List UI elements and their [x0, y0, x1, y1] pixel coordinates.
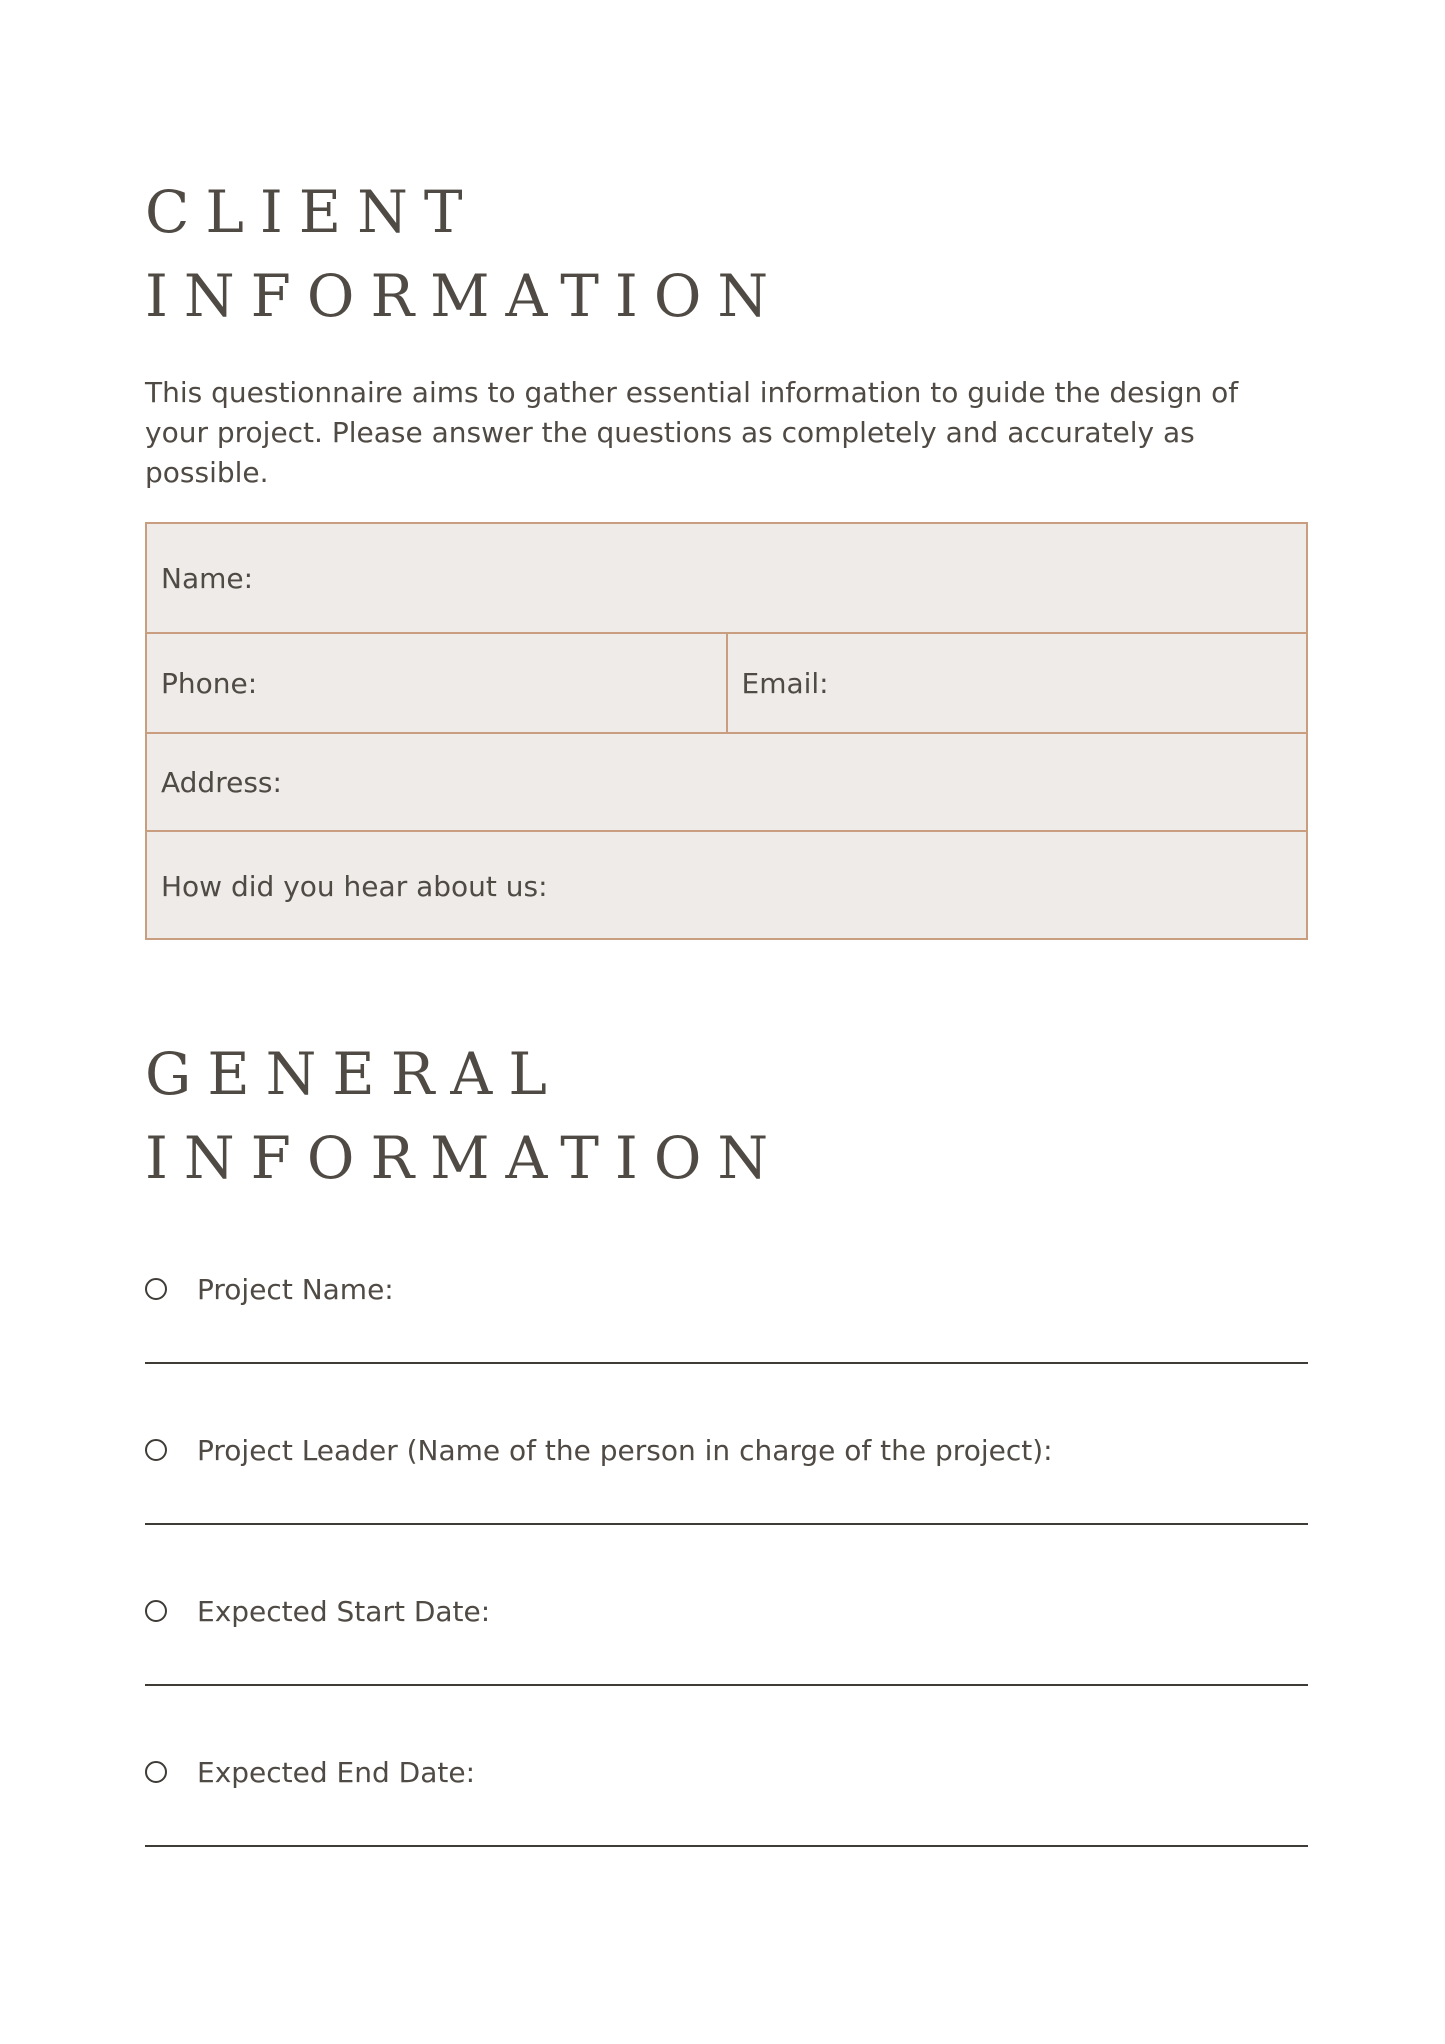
question-label: Project Name: [197, 1273, 394, 1306]
table-row-referral [147, 832, 1306, 940]
phone-field[interactable] [147, 634, 726, 732]
answer-line[interactable] [145, 1362, 1308, 1364]
email-label: Email: [741, 666, 829, 700]
question-label: Expected End Date: [197, 1756, 476, 1789]
question-end-date [145, 1756, 1308, 1859]
question-project-leader [145, 1434, 1308, 1537]
general-title-line-1: GENERAL [145, 1040, 563, 1108]
question-start-date [145, 1595, 1308, 1698]
table-row-address [147, 734, 1306, 832]
email-field[interactable] [726, 634, 1307, 732]
table-row-name [147, 524, 1306, 634]
client-title-line-2: INFORMATION [145, 262, 785, 330]
question-project-name [145, 1273, 1308, 1376]
intro-paragraph: This questionnaire aims to gather essential information to guide the design of your project. Please answer the questions as completely and accurately as possible. [145, 376, 1239, 489]
referral-label: How did you hear about us: [161, 869, 548, 903]
question-label: Expected Start Date: [197, 1595, 491, 1628]
radio-circle-icon[interactable] [145, 1761, 167, 1783]
answer-line[interactable] [145, 1845, 1308, 1847]
client-info-table [145, 522, 1308, 940]
address-field[interactable] [147, 734, 1306, 830]
name-field[interactable] [147, 524, 1306, 632]
name-label: Name: [161, 561, 254, 595]
table-row-contact [147, 634, 1306, 734]
radio-circle-icon[interactable] [145, 1439, 167, 1461]
phone-label: Phone: [161, 666, 258, 700]
answer-line[interactable] [145, 1684, 1308, 1686]
address-label: Address: [161, 765, 282, 799]
referral-field[interactable] [147, 832, 1306, 940]
client-information-title [145, 170, 784, 338]
radio-circle-icon[interactable] [145, 1278, 167, 1300]
general-information-title [145, 1032, 784, 1200]
question-label: Project Leader (Name of the person in charge of the project): [197, 1434, 1053, 1467]
general-title-line-2: INFORMATION [145, 1124, 785, 1192]
answer-line[interactable] [145, 1523, 1308, 1525]
radio-circle-icon[interactable] [145, 1600, 167, 1622]
client-title-line-1: CLIENT [145, 178, 479, 246]
